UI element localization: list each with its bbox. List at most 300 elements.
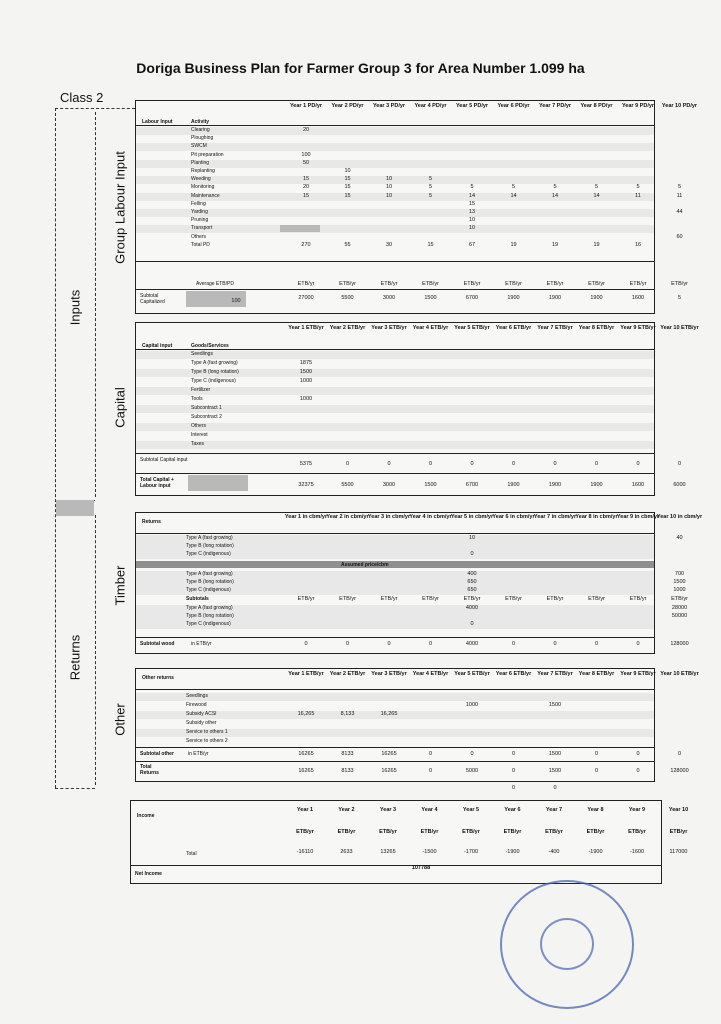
income-total: -1600 [629,849,645,855]
capital-subtotal: 0 [553,461,557,467]
total-returns-label: Total Returns [140,764,159,776]
labour-value: 67 [468,241,476,248]
income-unit: ETB/yr [503,829,522,835]
income-section [130,800,689,884]
income-unit: ETB/yr [669,829,688,835]
unit: ETB/yr [463,596,481,602]
capital-total: 1900 [507,482,520,488]
price-y10: 1500 [673,579,686,585]
year-header: Year 1 ETB/yr [288,325,324,331]
year-header: Year 6 ETB/yr [495,325,532,331]
subtotal-other-label: Subtotal other [140,751,174,757]
row-shade [136,441,654,449]
labour-value: 15 [344,176,351,183]
unit: ETB/yr [629,596,647,602]
avg-value: 100 [231,298,241,304]
labour-value: 5 [470,184,474,191]
year-header: Year 7 ETB/yr [537,671,573,677]
activity-label: Ploughing [191,135,214,142]
price-band [136,561,654,568]
activity-label: Yarding [191,209,208,215]
timber-type: Type B (long rotation) [186,543,234,549]
year-header: Year 7 ETB/yr [537,325,573,331]
other-subtotal: 0 [511,751,516,757]
year-header: Year 9 in cbm/yr [616,514,660,520]
sub-y10: 50000 [671,613,688,619]
year-header: Year 2 ETB/yr [329,671,366,677]
total-returns: 128000 [670,768,689,774]
labour-value: 11 [676,192,683,199]
labour-value: 11 [635,192,641,199]
capital-subtotal: 0 [677,461,682,467]
capital-subtotal: 0 [470,461,474,467]
other-item: Subsidy ACSI [186,711,217,717]
avg-unit: ETB/yr [588,281,605,287]
capital-total: 32375 [298,482,314,488]
labour-label: Group Labour Input [112,151,128,264]
wood-subtotal: 0 [428,641,433,647]
labour-subtotal: 1600 [631,295,645,301]
labour-subtotal: 5500 [341,295,354,301]
activity-label: Total PD [191,241,210,248]
other-subtotal: 0 [594,751,599,757]
year-header: Year 5 PD/yr [455,103,489,109]
capital-total: 6000 [673,482,686,488]
labour-subtotal: 1900 [590,295,603,301]
row-shade [136,143,654,151]
labour-value: 5 [428,184,433,191]
income-total: -400 [548,849,560,855]
income-year: Year 9 [628,807,646,813]
unit: ETB/yr [505,596,522,602]
activity-label: Clearing [191,127,210,133]
labour-value: 19 [593,241,600,248]
sub-y10: 28000 [671,605,688,611]
avg-unit: ETB/yr [505,281,522,287]
year-header: Year 4 ETB/yr [412,325,449,331]
income-total: -1900 [588,849,603,855]
separator-band [56,500,94,516]
income-year: Year 3 [379,807,397,813]
labour-value: 20 [302,184,310,191]
income-unit: ETB/yr [628,829,646,835]
year-header: Year 6 in cbm/yr [492,514,535,520]
total-returns: 0 [636,768,640,774]
income-total: 117000 [669,849,688,855]
total-returns: 8133 [341,768,354,774]
timber-type: Type C (indigenous) [186,587,231,593]
capital-item: Type A (fast growing) [191,360,238,366]
sub-y5: 4000 [465,605,479,611]
year-header: Year 8 PD/yr [580,103,613,109]
capital-total: 1900 [590,482,603,488]
labour-value: 20 [302,127,310,133]
subsidy-value: 8,133 [340,711,355,717]
activity-label: Maintenance [191,192,220,199]
capital-value: 1500 [299,369,313,375]
income-unit: ETB/yr [379,829,397,835]
wood-subtotal: 0 [636,641,640,647]
other-item: Service to others 1 [186,729,228,735]
unit: ETB/yr [297,596,315,602]
unit: ETB/yr [422,596,439,602]
timber-type: Type B (long rotation) [186,613,234,619]
wood-subtotal: 0 [511,641,516,647]
header-rule [136,349,654,350]
goods-head: Goods/Services [191,343,229,349]
labour-value: 10 [344,168,351,174]
header-rule [136,533,654,534]
row-shade [136,387,654,395]
total-rule [136,261,654,262]
year-header: Year 4 in cbm/yr [409,514,452,520]
activity-label: Monitoring [191,184,215,191]
activity-label: Others [191,233,207,240]
labour-value: 10 [385,176,393,183]
unit: ETB/yr [339,596,356,602]
row-shade [136,127,654,135]
capital-subtotal: 0 [428,461,433,467]
total-returns: 0 [594,768,599,774]
activity-label: SWCM [191,143,207,150]
capital-value: 1000 [299,396,313,402]
activity-label: Replanting [191,168,215,174]
income-total: -1900 [505,849,520,855]
row-shade [136,225,654,233]
total-returns: 0 [511,768,516,774]
other-subtotal: 0 [470,751,474,757]
year-header: Year 3 ETB/yr [371,671,407,677]
capital-item: Subcontract 2 [191,414,222,420]
labour-value: 5 [511,184,516,191]
avg-unit: ETB/yr [339,281,356,287]
unit: ETB/yr [671,596,688,602]
subtotal-rule [136,637,654,638]
income-year: Year 4 [421,807,438,813]
capital-label: Capital [112,387,128,428]
labour-value: 5 [428,176,433,183]
total-rule [136,473,654,474]
wood-subtotal: 0 [387,641,391,647]
frame-inner2 [95,515,96,785]
year-header: Year 5 ETB/yr [454,325,490,331]
year-header: Year 4 PD/yr [414,103,447,109]
volume-y10: 40 [676,535,683,541]
other-returns-head: Other returns [142,675,174,681]
income-year: Year 6 [504,807,521,813]
subtotal-rule [136,453,654,454]
price-y5: 650 [467,587,477,593]
inputs-label: Inputs [67,289,83,326]
row-shade [136,423,654,431]
other-subtotal: 0 [677,751,682,757]
timber-type: Type A (fast growing) [186,605,233,611]
below-y7: 0 [553,785,557,791]
other-item: Subsidy other [186,720,217,726]
header-rule [136,689,654,690]
income-unit: ETB/yr [462,829,480,835]
other-item: Seedlings [186,693,208,699]
labour-value: 5 [553,184,557,191]
sub-y5: 0 [470,621,474,627]
other-item: Firewood [186,702,207,708]
capital-item: Tools [191,396,203,402]
income-unit: ETB/yr [296,829,314,835]
other-subtotal: 0 [636,751,640,757]
year-header: Year 8 ETB/yr [578,671,615,677]
total-returns: 16265 [381,768,397,774]
income-year: Year 2 [338,807,355,813]
year-header: Year 3 ETB/yr [371,325,407,331]
capital-item: Interest [191,432,208,438]
year-header: Year 9 PD/yr [621,103,655,109]
other-subtotal: 16265 [381,751,397,757]
income-total: 2633 [340,849,353,855]
frame-left [55,108,56,788]
page-title: Doriga Business Plan for Farmer Group 3 for Area Number 1.099 ha [136,60,585,76]
labour-value: 100 [301,151,311,158]
year-header: Year 2 in cbm/yr [326,514,369,520]
avg-unit: ETB/yr [380,281,398,287]
avg-unit: ETB/yr [422,281,439,287]
year-header: Year 8 ETB/yr [578,325,615,331]
activity-label: Transport [191,225,213,232]
subtotal-rule [136,289,654,290]
firewood-value: 1500 [548,702,562,708]
subtotal-other-unit: in ETB/yr [188,751,209,757]
capital-total: 6700 [465,482,479,488]
capital-subtotal: 0 [387,461,391,467]
year-header: Year 10 PD/yr [661,103,698,109]
frame-top [55,108,135,109]
class-label: Class 2 [60,90,104,105]
unit: ETB/yr [588,596,605,602]
activity-label: Weeding [191,176,211,183]
year-header: Year 9 ETB/yr [620,325,656,331]
other-item: Service to others 2 [186,738,228,744]
activity-label: Planting [191,159,210,166]
row-shade [136,693,654,701]
timber-type: Type B (long rotation) [186,579,234,585]
volume-y5: 10 [468,535,476,541]
capital-item: Fertilizer [191,387,211,393]
row-shade [136,160,654,168]
income-total: 13265 [380,849,396,855]
labour-subtotal: 27000 [298,295,314,301]
subtotals-label: Subtotals [186,596,209,602]
labour-subtotal: 1500 [424,295,437,301]
year-header: Year 6 ETB/yr [495,671,532,677]
labour-value: 10 [468,217,476,224]
income-year: Year 8 [587,807,604,813]
labour-section [135,100,698,314]
avg-unit: ETB/yr [546,281,564,287]
labour-value: 15 [344,192,351,199]
transport-highlight [280,225,320,232]
income-unit: ETB/yr [337,829,356,835]
total-returns: 1500 [548,768,562,774]
income-year: Year 10 [668,807,689,813]
year-header: Year 2 PD/yr [331,103,364,109]
price-y5: 650 [467,579,477,585]
wood-subtotal: 0 [345,641,350,647]
timber-type: Type A (fast growing) [186,535,233,541]
below-y6: 0 [511,785,516,791]
labour-subtotal: 1900 [507,295,520,301]
labour-subtotal: 1900 [548,295,562,301]
capital-item: Type B (long rotation) [191,369,239,375]
firewood-value: 1000 [465,702,479,708]
labour-value: 55 [344,241,351,248]
year-header: Year 1 in cbm/yr [284,514,328,520]
other-subtotal: 16265 [298,751,314,757]
frame-inner [95,112,96,497]
total-returns: 16265 [298,768,314,774]
capital-item: Seedlings [191,351,213,357]
other-subtotal: 1500 [548,751,562,757]
subtotal-rule [136,747,654,748]
labour-value: 10 [468,225,476,232]
volume-y5: 0 [470,551,474,557]
wood-subtotal: 0 [553,641,557,647]
income-total: -1700 [463,849,479,855]
net-rule [131,865,661,866]
labour-value: 15 [302,176,310,183]
row-shade [136,209,654,217]
activity-label: Pit preparation [191,151,224,158]
year-header: Year 10 ETB/yr [660,671,699,677]
capital-item: Others [191,423,207,429]
capital-section [135,322,699,496]
price-band-label: Assumed price/cbm [341,562,389,568]
returns-head: Returns [142,519,161,525]
total-returns: 0 [428,768,433,774]
capital-subtotal: 0 [594,461,599,467]
other-section [135,668,699,791]
subsidy-value: 16,265 [380,711,398,717]
capital-total: 5500 [341,482,354,488]
year-header: Year 10 in cbm/yr [656,514,703,520]
activity-label: Pruning [191,217,209,224]
capital-total: 1500 [424,482,437,488]
year-header: Year 1 ETB/yr [288,671,324,677]
capital-item: Taxes [191,441,205,447]
year-header: Year 7 in cbm/yr [533,514,577,520]
timber-type: Type C (indigenous) [186,551,231,557]
subtotal-wood-label: Subtotal wood [140,641,175,647]
income-label: Income [137,813,155,819]
income-total: -1500 [422,849,437,855]
year-header: Year 4 ETB/yr [412,671,449,677]
labour-subtotal: 5 [677,295,682,301]
total-label: Total [186,851,197,857]
labour-value: 5 [677,184,682,191]
total-returns: 5000 [465,768,479,774]
unit: ETB/yr [380,596,398,602]
labour-value: 14 [593,192,600,199]
capital-subtotal: 0 [636,461,640,467]
labour-value: 19 [551,241,559,248]
labour-value: 30 [385,241,393,248]
other-subtotal: 8133 [341,751,354,757]
subtotal-label: Subtotal Capital input [140,457,188,463]
capital-value: 1875 [299,360,313,366]
wood-subtotal: 0 [594,641,599,647]
activity-head: Activity [191,119,210,125]
avg-label: Average ETB/PD [196,281,234,287]
labour-subtotal: 6700 [465,295,479,301]
wood-subtotal: 128000 [670,641,689,647]
returns-label: Returns [67,634,83,681]
subtotal-wood-unit: in ETB/yr [191,641,212,647]
wood-subtotal: 0 [304,641,308,647]
income-total: -16110 [296,849,314,855]
avg-unit: ETB/yr [671,281,688,287]
wood-subtotal: 4000 [465,641,479,647]
other-label: Other [112,703,128,736]
labour-value: 14 [551,192,559,199]
labour-value: 50 [302,159,310,166]
frame-bottom [55,788,95,789]
labour-value: 44 [676,209,683,215]
year-header: Year 5 ETB/yr [454,671,490,677]
timber-type: Type A (fast growing) [186,571,233,577]
year-header: Year 3 in cbm/yr [367,514,411,520]
labour-value: 270 [301,241,311,248]
labour-value: 10 [385,184,393,191]
labour-value: 15 [468,200,476,207]
labour-value: 14 [510,192,517,199]
income-unit: ETB/yr [545,829,563,835]
labour-value: 15 [302,192,310,199]
labour-value: 5 [428,192,433,199]
income-year: Year 5 [462,807,480,813]
capital-subtotal: 0 [511,461,516,467]
capital-subtotal: 5375 [299,461,313,467]
net-income-value: 107788 [411,865,431,871]
labour-value: 15 [427,241,434,248]
timber-type: Type C (indigenous) [186,621,231,627]
total-highlight [188,475,248,491]
capital-item: Type C (indigenous) [191,378,236,384]
subtotal-label: Subtotal Capitalized [140,293,165,305]
year-header: Year 6 PD/yr [497,103,530,109]
income-unit: ETB/yr [586,829,605,835]
other-subtotal: 0 [428,751,433,757]
year-header: Year 10 ETB/yr [660,325,699,331]
year-header: Year 7 PD/yr [538,103,572,109]
capital-total: 1600 [631,482,645,488]
labour-input-head: Labour Input [142,119,173,125]
capital-total: 1900 [548,482,562,488]
price-y10: 1000 [673,587,686,593]
net-income-label: Net Income [135,871,162,877]
income-unit: ETB/yr [420,829,439,835]
activity-label: Felling [191,200,206,207]
capital-subtotal: 0 [345,461,350,467]
price-y10: 700 [674,571,685,577]
year-header: Year 5 in cbm/yr [450,514,494,520]
labour-value: 19 [510,241,517,248]
labour-value: 60 [676,233,683,240]
capital-total: 3000 [382,482,396,488]
labour-value: 5 [594,184,599,191]
avg-unit: ETB/yr [629,281,647,287]
total-rule [136,761,654,762]
year-header: Year 9 ETB/yr [620,671,656,677]
labour-value: 16 [634,241,642,248]
labour-value: 13 [468,209,476,215]
